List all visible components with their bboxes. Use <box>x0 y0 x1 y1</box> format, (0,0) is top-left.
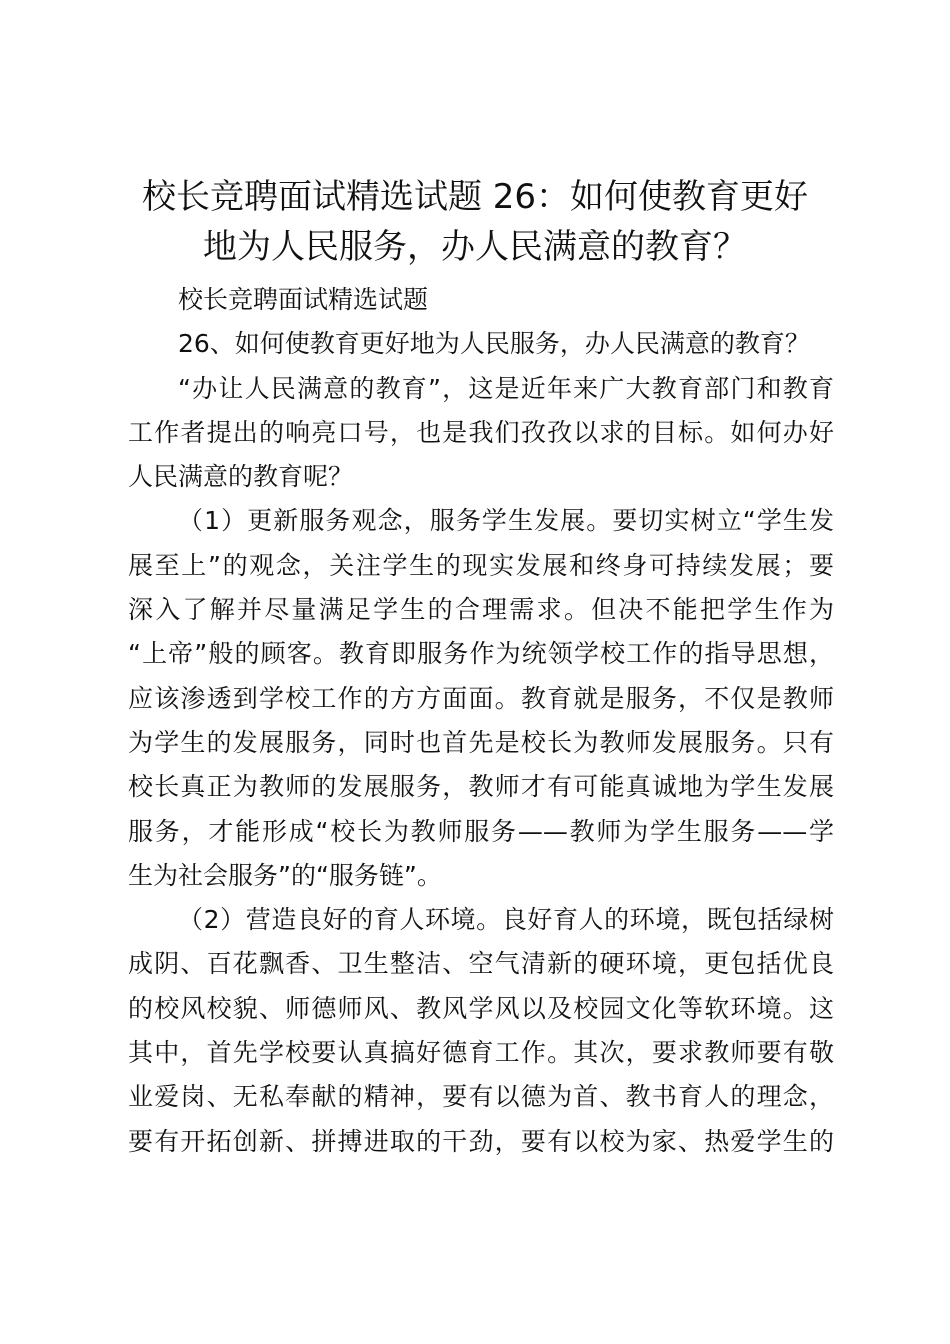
text-line: 应该渗透到学校工作的方方面面。教育就是服务，不仅是教师 <box>128 683 834 713</box>
text-line: 校长竞聘面试精选试题 <box>178 285 429 314</box>
text-line: 业爱岗、无私奉献的精神，要有以德为首、教书育人的理念， <box>128 1082 834 1112</box>
text-line: 要有开拓创新、拼搏进取的干劲，要有以校为家、热爱学生的 <box>128 1126 834 1156</box>
text-line: “上帝”般的顾客。教育即服务作为统领学校工作的指导思想， <box>128 639 834 669</box>
paragraph-intro <box>128 367 834 500</box>
paragraph-question <box>128 322 834 366</box>
text-line: 工作者提出的响亮口号，也是我们孜孜以求的目标。如何办好 <box>128 417 834 447</box>
text-line: 生为社会服务”的“服务链”。 <box>128 860 442 890</box>
text-line: 的校风校貌、师德师风、教风学风以及校园文化等软环境。这 <box>128 993 834 1023</box>
text-line: 校长真正为教师的发展服务，教师才有可能真诚地为学生发展 <box>128 772 834 802</box>
document-body <box>128 278 834 1164</box>
text-line: 其中，首先学校要认真搞好德育工作。其次，要求教师要有敬 <box>128 1038 834 1068</box>
text-line: 成阴、百花飘香、卫生整洁、空气清新的硬环境，更包括优良 <box>128 949 834 979</box>
document-title <box>110 172 840 272</box>
text-line: 深入了解并尽量满足学生的合理需求。但决不能把学生作为 <box>128 595 834 625</box>
text-line: （1）更新服务观念，服务学生发展。要切实树立“学生发 <box>178 506 834 536</box>
title-line: 校长竞聘面试精选试题 26：如何使教育更好 <box>141 177 809 217</box>
paragraph-point-2 <box>128 898 834 1164</box>
text-line: “办让人民满意的教育”，这是近年来广大教育部门和教育 <box>178 373 834 403</box>
text-line: 26、如何使教育更好地为人民服务，办人民满意的教育？ <box>178 329 810 359</box>
text-line: 服务，才能形成“校长为教师服务——教师为学生服务——学 <box>128 816 834 846</box>
text-line: （2）营造良好的育人环境。良好育人的环境，既包括绿树 <box>178 905 834 935</box>
paragraph-point-1 <box>128 499 834 898</box>
text-line: 人民满意的教育呢？ <box>128 462 354 492</box>
text-line: 为学生的发展服务，同时也首先是校长为教师发展服务。只有 <box>128 727 834 757</box>
title-line: 地为人民服务，办人民满意的教育？ <box>203 227 747 267</box>
text-line: 展至上”的观念，关注学生的现实发展和终身可持续发展；要 <box>128 550 834 580</box>
paragraph-subtitle <box>128 278 834 322</box>
